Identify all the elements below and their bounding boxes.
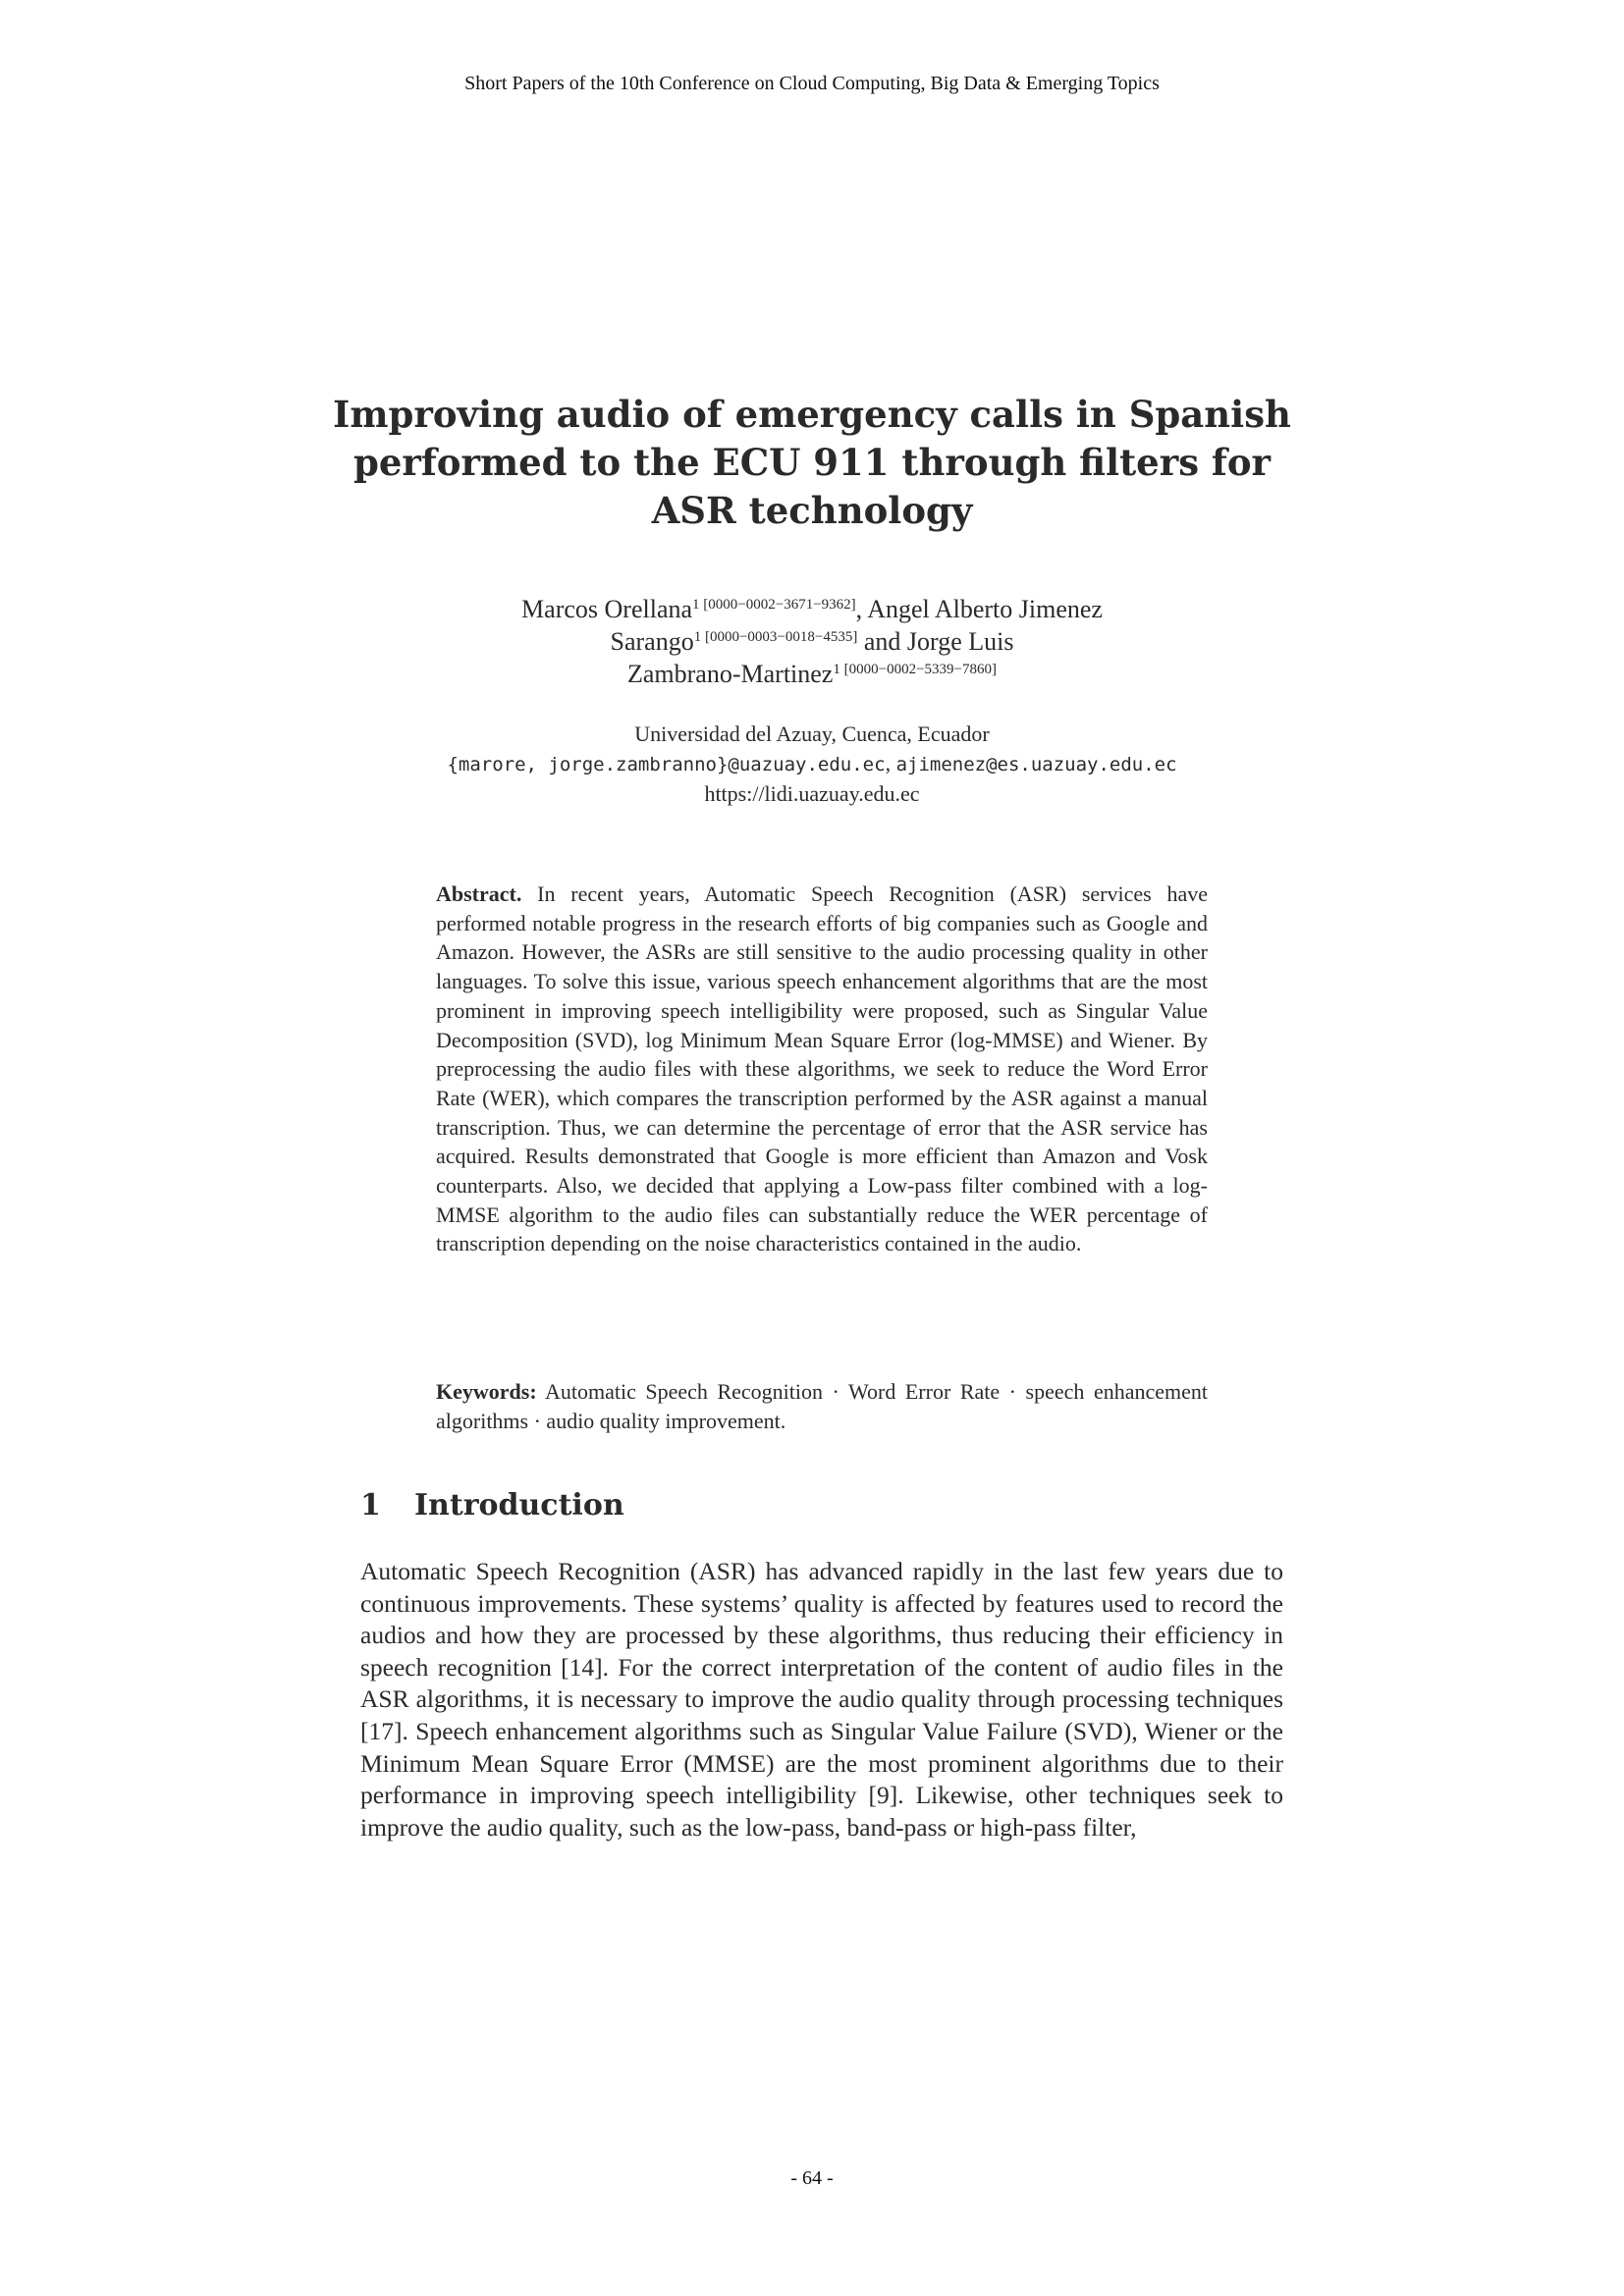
abstract-label: Abstract. — [436, 881, 522, 906]
author-line-2 — [321, 625, 1303, 658]
paper-title — [321, 391, 1303, 535]
abstract-text: In recent years, Automatic Speech Recognition (ASR) services have performed notable progress in the research efforts of big companies such as Google and Amazon. However, the ASRs are still sensitive to the audio processing quality in other languages. To solve this issue, various speech enhancement algorithms that are the most prominent in improving speech intelligibility were proposed, such as Singular Value Decomposition (SVD), log Minimum Mean Square Error (log-MMSE) and Wiener. By preprocessing the audio files with these algorithms, we seek to reduce the Word Error Rate (WER), which compares the transcription performed by the ASR against a manual transcription. Thus, we can determine the percentage of error that the ASR service has acquired. Results demonstrated that Google is more efficient than Amazon and Vosk counterparts. Also, we decided that applying a Low-pass filter combined with a log-MMSE algorithm to the audio files can substantially reduce the WER percentage of transcription depending on the noise characteristics contained in the audio. — [436, 881, 1209, 1256]
author-name-zambrano-part1: and Jorge Luis — [863, 627, 1014, 656]
page-number: - 64 - — [790, 2167, 834, 2189]
author-name-zambrano-part2: Zambrano-Martinez — [627, 660, 834, 688]
affiliation-block — [321, 720, 1303, 809]
author-orcid-zambrano: 1 [0000−0002−5339−7860] — [833, 662, 997, 677]
section-heading-introduction — [360, 1488, 624, 1522]
author-name-orellana: Marcos Orellana — [521, 595, 693, 623]
email-group-link[interactable]: {marore, jorge.zambranno}@uazuay.edu.ec — [447, 754, 886, 775]
paper-title-line-1: Improving audio of emergency calls in Spanish — [333, 393, 1291, 436]
author-line-1: Marcos Orellana$^{1 [0000-0002-3671-9362]}$, Angel Alberto Jimenez — [521, 595, 1103, 623]
affiliation-emails: {marore, jorge.zambranno}@uazuay.edu.ec, ajimenez@es.uazuay.edu.ec — [447, 751, 1177, 775]
keywords-text: Automatic Speech Recognition · Word Error Rate · speech enhancement algorithms · audio quality improvement. — [436, 1379, 1208, 1433]
affiliation-institution: Universidad del Azuay, Cuenca, Ecuador — [634, 721, 990, 746]
author-line-3 — [321, 658, 1303, 690]
section-title: Introduction — [414, 1488, 624, 1522]
author-orcid-orellana: 1 [0000−0002−3671−9362] — [692, 597, 856, 613]
author-list — [321, 593, 1303, 690]
affiliation-url-link[interactable]: https://lidi.uazuay.edu.ec — [704, 781, 920, 806]
section-number: 1 — [360, 1488, 381, 1522]
author-name-jimenez-part1: Angel Alberto Jimenez — [867, 595, 1103, 623]
running-header: Short Papers of the 10th Conference on Cloud Computing, Big Data & Emerging Topics — [464, 73, 1160, 94]
keywords — [436, 1377, 1208, 1435]
abstract — [436, 880, 1208, 1258]
paper-title-line-3: ASR technology — [651, 489, 973, 532]
introduction-paragraph: Automatic Speech Recognition (ASR) has advanced rapidly in the last few years due to continuous improvements. These systems’ quality is affected by features used to record the audios and how they are processed by these algorithms, thus reducing their efficiency in speech recognition [14]. For the correct interpretation of the content of audio files in the ASR algorithms, it is necessary to improve the audio quality through processing techniques [17]. Speech enhancement algorithms such as Singular Value Failure (SVD), Wiener or the Minimum Mean Square Error (MMSE) are the most prominent algorithms due to their performance in improving speech intelligibility [9]. Likewise, other techniques seek to improve the audio quality, such as the low-pass, band-pass or high-pass filter, — [360, 1557, 1283, 1842]
author-name-jimenez-part2: Sarango — [610, 627, 694, 656]
email-link[interactable]: ajimenez@es.uazuay.edu.ec — [895, 754, 1177, 775]
author-orcid-jimenez: 1 [0000−0003−0018−4535] — [693, 629, 858, 645]
paper-title-line-2: performed to the ECU 911 through filters for — [352, 441, 1271, 484]
keywords-label: Keywords: — [436, 1379, 537, 1404]
